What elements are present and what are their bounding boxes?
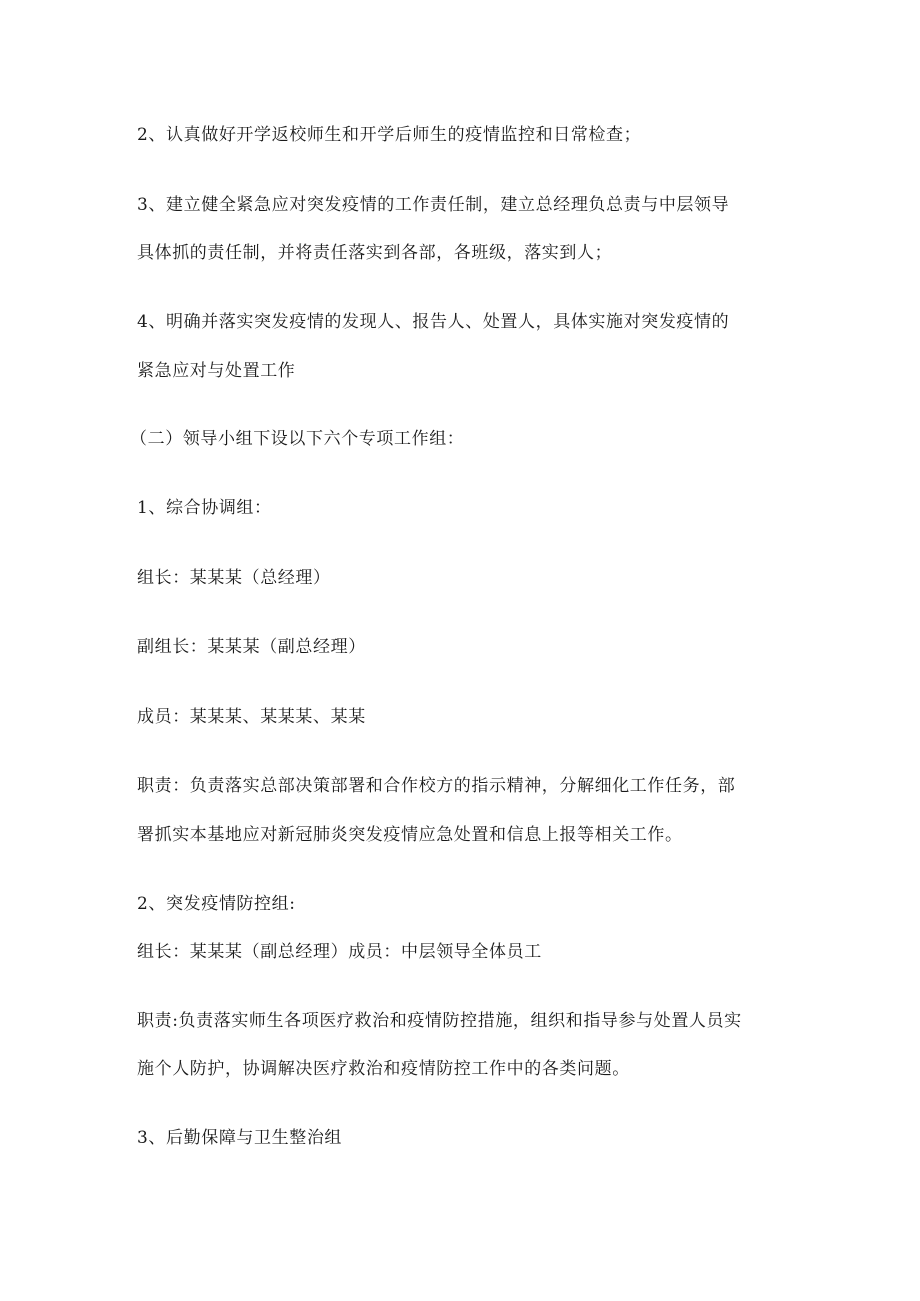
section-heading: （二）领导小组下设以下六个专项工作组： bbox=[130, 429, 465, 449]
group-deputy-leader-1: 副组长：某某某（副总经理） bbox=[137, 637, 366, 657]
paragraph-line-5: 紧急应对与处置工作 bbox=[137, 361, 296, 381]
group-duty-1-line-2: 署抓实本基地应对新冠肺炎突发疫情应急处置和信息上报等相关工作。 bbox=[137, 825, 683, 845]
group-leader-1: 组长：某某某（总经理） bbox=[137, 568, 331, 588]
paragraph-line-3: 具体抓的责任制，并将责任落实到各部，各班级，落实到人； bbox=[137, 243, 613, 263]
group-members-1: 成员：某某某、某某某、某某 bbox=[137, 707, 366, 727]
paragraph-line-4: 4、明确并落实突发疫情的发现人、报告人、处置人，具体实施对突发疫情的 bbox=[137, 312, 730, 332]
group-duty-2-line-1: 职责:负责落实师生各项医疗救治和疫情防控措施，组织和指导参与处置人员实 bbox=[137, 1011, 742, 1031]
paragraph-line-1: 2、认真做好开学返校师生和开学后师生的疫情监控和日常检查； bbox=[137, 125, 642, 145]
group-duty-2-line-2: 施个人防护，协调解决医疗救治和疫情防控工作中的各类问题。 bbox=[137, 1059, 630, 1079]
group-duty-1-line-1: 职责：负责落实总部决策部署和合作校方的指示精神，分解细化工作任务，部 bbox=[137, 776, 736, 796]
paragraph-line-2: 3、建立健全紧急应对突发疫情的工作责任制，建立总经理负总责与中层领导 bbox=[137, 195, 730, 215]
group-heading-2: 2、突发疫情防控组: bbox=[137, 894, 296, 914]
group-heading-1: 1、综合协调组： bbox=[137, 498, 272, 518]
group-heading-3: 3、后勤保障与卫生整治组 bbox=[137, 1128, 343, 1148]
group-leader-members-2: 组长：某某某（副总经理）成员：中层领导全体员工 bbox=[137, 942, 542, 962]
